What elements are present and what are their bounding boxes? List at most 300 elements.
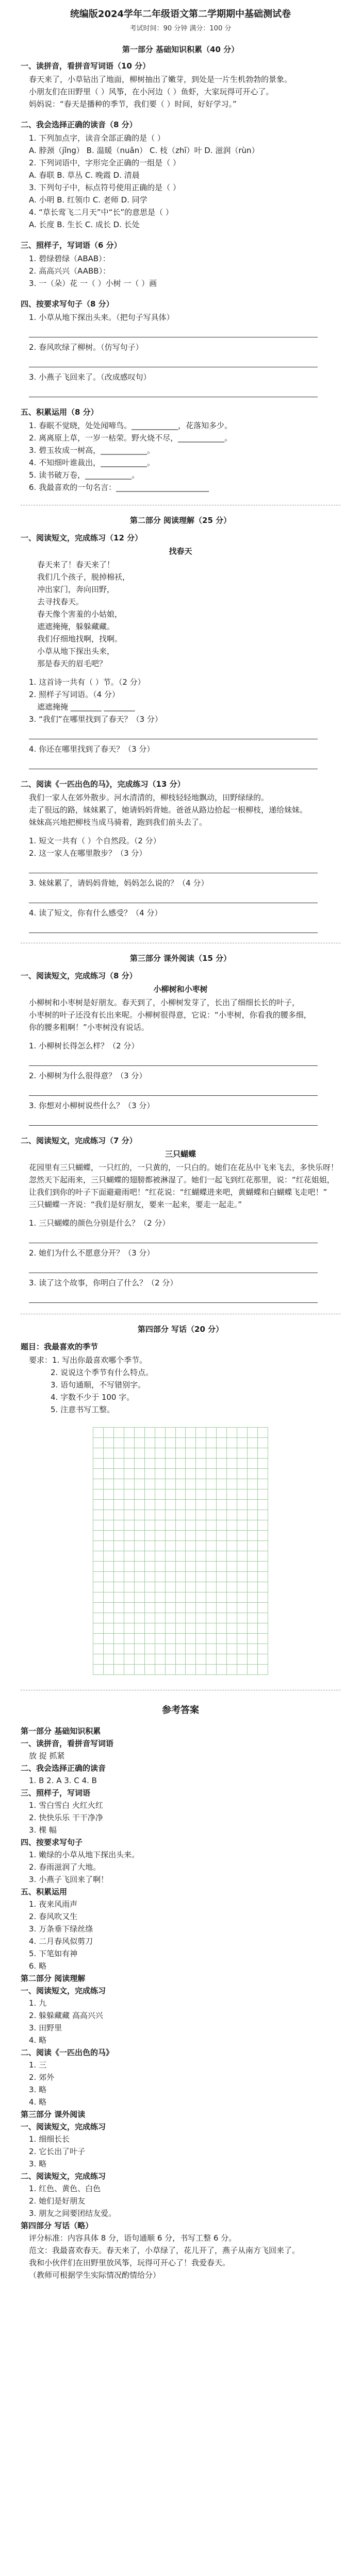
writing-cell[interactable] [217, 1665, 227, 1675]
writing-cell[interactable] [237, 1582, 248, 1592]
writing-cell[interactable] [124, 1428, 134, 1438]
writing-cell[interactable] [227, 1500, 237, 1510]
writing-cell[interactable] [227, 1520, 237, 1531]
writing-cell[interactable] [196, 1500, 206, 1510]
writing-cell[interactable] [237, 1469, 248, 1479]
writing-cell[interactable] [237, 1644, 248, 1654]
writing-cell[interactable] [144, 1500, 155, 1510]
writing-cell[interactable] [155, 1551, 165, 1562]
writing-cell[interactable] [155, 1613, 165, 1623]
writing-cell[interactable] [124, 1500, 134, 1510]
writing-cell[interactable] [237, 1520, 248, 1531]
writing-cell[interactable] [237, 1500, 248, 1510]
writing-cell[interactable] [144, 1603, 155, 1613]
writing-cell[interactable] [175, 1562, 186, 1572]
writing-cell[interactable] [175, 1665, 186, 1675]
writing-cell[interactable] [124, 1613, 134, 1623]
writing-cell[interactable] [258, 1644, 268, 1654]
writing-cell[interactable] [155, 1438, 165, 1448]
writing-cell[interactable] [248, 1665, 258, 1675]
writing-cell[interactable] [155, 1654, 165, 1665]
writing-cell[interactable] [248, 1438, 258, 1448]
writing-cell[interactable] [134, 1613, 144, 1623]
writing-cell[interactable] [93, 1592, 104, 1603]
writing-cell[interactable] [186, 1654, 196, 1665]
writing-cell[interactable] [175, 1592, 186, 1603]
writing-cell[interactable] [206, 1510, 217, 1520]
writing-cell[interactable] [217, 1428, 227, 1438]
writing-cell[interactable] [175, 1541, 186, 1551]
writing-cell[interactable] [258, 1623, 268, 1634]
writing-cell[interactable] [186, 1603, 196, 1613]
writing-cell[interactable] [155, 1592, 165, 1603]
writing-cell[interactable] [113, 1634, 124, 1644]
writing-cell[interactable] [206, 1531, 217, 1541]
writing-cell[interactable] [217, 1479, 227, 1489]
writing-cell[interactable] [165, 1438, 175, 1448]
writing-cell[interactable] [93, 1551, 104, 1562]
writing-cell[interactable] [258, 1562, 268, 1572]
writing-cell[interactable] [175, 1531, 186, 1541]
writing-cell[interactable] [144, 1562, 155, 1572]
writing-cell[interactable] [134, 1551, 144, 1562]
writing-cell[interactable] [196, 1654, 206, 1665]
writing-cell[interactable] [165, 1551, 175, 1562]
writing-cell[interactable] [113, 1510, 124, 1520]
writing-cell[interactable] [144, 1541, 155, 1551]
writing-cell[interactable] [206, 1438, 217, 1448]
writing-cell[interactable] [124, 1479, 134, 1489]
writing-cell[interactable] [227, 1448, 237, 1459]
writing-cell[interactable] [186, 1448, 196, 1459]
writing-cell[interactable] [175, 1510, 186, 1520]
writing-cell[interactable] [134, 1531, 144, 1541]
writing-cell[interactable] [103, 1469, 113, 1479]
writing-cell[interactable] [237, 1572, 248, 1582]
writing-cell[interactable] [186, 1613, 196, 1623]
writing-cell[interactable] [165, 1572, 175, 1582]
writing-cell[interactable] [134, 1582, 144, 1592]
writing-cell[interactable] [258, 1592, 268, 1603]
writing-cell[interactable] [103, 1459, 113, 1469]
writing-cell[interactable] [93, 1541, 104, 1551]
writing-cell[interactable] [144, 1572, 155, 1582]
writing-cell[interactable] [227, 1582, 237, 1592]
writing-cell[interactable] [206, 1448, 217, 1459]
writing-cell[interactable] [165, 1541, 175, 1551]
writing-cell[interactable] [237, 1541, 248, 1551]
writing-cell[interactable] [237, 1654, 248, 1665]
writing-cell[interactable] [134, 1665, 144, 1675]
writing-cell[interactable] [93, 1603, 104, 1613]
writing-cell[interactable] [186, 1500, 196, 1510]
writing-cell[interactable] [196, 1438, 206, 1448]
writing-cell[interactable] [103, 1551, 113, 1562]
writing-cell[interactable] [248, 1582, 258, 1592]
writing-cell[interactable] [113, 1469, 124, 1479]
writing-cell[interactable] [227, 1665, 237, 1675]
writing-cell[interactable] [258, 1520, 268, 1531]
writing-cell[interactable] [175, 1644, 186, 1654]
writing-cell[interactable] [124, 1592, 134, 1603]
writing-cell[interactable] [165, 1510, 175, 1520]
writing-cell[interactable] [124, 1562, 134, 1572]
writing-cell[interactable] [134, 1603, 144, 1613]
writing-cell[interactable] [206, 1665, 217, 1675]
writing-cell[interactable] [103, 1479, 113, 1489]
writing-cell[interactable] [217, 1613, 227, 1623]
writing-cell[interactable] [258, 1551, 268, 1562]
writing-cell[interactable] [155, 1623, 165, 1634]
writing-cell[interactable] [165, 1592, 175, 1603]
writing-cell[interactable] [196, 1592, 206, 1603]
writing-cell[interactable] [227, 1469, 237, 1479]
writing-cell[interactable] [93, 1644, 104, 1654]
writing-cell[interactable] [258, 1510, 268, 1520]
writing-cell[interactable] [103, 1665, 113, 1675]
writing-cell[interactable] [248, 1469, 258, 1479]
writing-cell[interactable] [206, 1541, 217, 1551]
writing-cell[interactable] [186, 1479, 196, 1489]
writing-cell[interactable] [237, 1613, 248, 1623]
writing-cell[interactable] [93, 1520, 104, 1531]
writing-cell[interactable] [217, 1500, 227, 1510]
writing-cell[interactable] [113, 1551, 124, 1562]
writing-cell[interactable] [134, 1623, 144, 1634]
writing-cell[interactable] [196, 1459, 206, 1469]
writing-cell[interactable] [217, 1603, 227, 1613]
writing-cell[interactable] [196, 1582, 206, 1592]
writing-cell[interactable] [113, 1520, 124, 1531]
writing-cell[interactable] [175, 1634, 186, 1644]
writing-cell[interactable] [206, 1479, 217, 1489]
writing-cell[interactable] [93, 1489, 104, 1500]
writing-cell[interactable] [103, 1572, 113, 1582]
writing-cell[interactable] [175, 1428, 186, 1438]
writing-cell[interactable] [248, 1654, 258, 1665]
writing-cell[interactable] [186, 1489, 196, 1500]
writing-cell[interactable] [113, 1428, 124, 1438]
writing-cell[interactable] [124, 1531, 134, 1541]
writing-cell[interactable] [155, 1428, 165, 1438]
writing-cell[interactable] [155, 1562, 165, 1572]
writing-cell[interactable] [186, 1551, 196, 1562]
writing-cell[interactable] [134, 1572, 144, 1582]
writing-cell[interactable] [206, 1562, 217, 1572]
writing-cell[interactable] [196, 1520, 206, 1531]
writing-cell[interactable] [93, 1654, 104, 1665]
writing-cell[interactable] [196, 1613, 206, 1623]
writing-cell[interactable] [217, 1592, 227, 1603]
writing-cell[interactable] [227, 1644, 237, 1654]
writing-cell[interactable] [175, 1613, 186, 1623]
writing-cell[interactable] [186, 1572, 196, 1582]
writing-cell[interactable] [134, 1562, 144, 1572]
writing-cell[interactable] [93, 1531, 104, 1541]
writing-cell[interactable] [227, 1623, 237, 1634]
writing-cell[interactable] [103, 1510, 113, 1520]
writing-cell[interactable] [186, 1428, 196, 1438]
writing-cell[interactable] [217, 1582, 227, 1592]
writing-cell[interactable] [93, 1459, 104, 1469]
writing-cell[interactable] [144, 1634, 155, 1644]
writing-cell[interactable] [165, 1489, 175, 1500]
writing-cell[interactable] [196, 1531, 206, 1541]
writing-cell[interactable] [186, 1459, 196, 1469]
writing-cell[interactable] [227, 1531, 237, 1541]
writing-cell[interactable] [186, 1510, 196, 1520]
writing-cell[interactable] [155, 1448, 165, 1459]
writing-cell[interactable] [124, 1644, 134, 1654]
writing-cell[interactable] [227, 1572, 237, 1582]
writing-cell[interactable] [227, 1510, 237, 1520]
writing-cell[interactable] [93, 1469, 104, 1479]
writing-cell[interactable] [113, 1592, 124, 1603]
writing-cell[interactable] [175, 1572, 186, 1582]
writing-cell[interactable] [165, 1634, 175, 1644]
writing-cell[interactable] [237, 1562, 248, 1572]
writing-cell[interactable] [196, 1572, 206, 1582]
writing-cell[interactable] [113, 1448, 124, 1459]
writing-cell[interactable] [196, 1644, 206, 1654]
writing-cell[interactable] [103, 1541, 113, 1551]
writing-cell[interactable] [124, 1520, 134, 1531]
writing-cell[interactable] [217, 1531, 227, 1541]
writing-cell[interactable] [165, 1562, 175, 1572]
writing-cell[interactable] [134, 1654, 144, 1665]
writing-cell[interactable] [165, 1623, 175, 1634]
writing-cell[interactable] [113, 1479, 124, 1489]
writing-cell[interactable] [175, 1520, 186, 1531]
writing-cell[interactable] [155, 1489, 165, 1500]
writing-cell[interactable] [165, 1654, 175, 1665]
writing-cell[interactable] [175, 1489, 186, 1500]
writing-cell[interactable] [124, 1541, 134, 1551]
writing-cell[interactable] [93, 1510, 104, 1520]
writing-cell[interactable] [144, 1520, 155, 1531]
writing-cell[interactable] [217, 1448, 227, 1459]
writing-cell[interactable] [113, 1582, 124, 1592]
writing-cell[interactable] [196, 1541, 206, 1551]
writing-cell[interactable] [248, 1592, 258, 1603]
writing-cell[interactable] [186, 1562, 196, 1572]
writing-cell[interactable] [155, 1479, 165, 1489]
writing-cell[interactable] [258, 1500, 268, 1510]
writing-cell[interactable] [165, 1665, 175, 1675]
writing-cell[interactable] [206, 1634, 217, 1644]
writing-cell[interactable] [134, 1448, 144, 1459]
writing-cell[interactable] [237, 1665, 248, 1675]
writing-cell[interactable] [93, 1623, 104, 1634]
writing-cell[interactable] [258, 1459, 268, 1469]
writing-cell[interactable] [155, 1582, 165, 1592]
writing-cell[interactable] [196, 1562, 206, 1572]
writing-cell[interactable] [134, 1459, 144, 1469]
writing-cell[interactable] [186, 1520, 196, 1531]
writing-cell[interactable] [217, 1551, 227, 1562]
writing-cell[interactable] [93, 1479, 104, 1489]
writing-cell[interactable] [165, 1479, 175, 1489]
writing-cell[interactable] [144, 1479, 155, 1489]
writing-cell[interactable] [237, 1551, 248, 1562]
writing-cell[interactable] [144, 1613, 155, 1623]
writing-cell[interactable] [165, 1500, 175, 1510]
writing-cell[interactable] [134, 1428, 144, 1438]
writing-cell[interactable] [196, 1479, 206, 1489]
writing-cell[interactable] [258, 1489, 268, 1500]
writing-cell[interactable] [206, 1654, 217, 1665]
writing-cell[interactable] [237, 1489, 248, 1500]
writing-cell[interactable] [113, 1562, 124, 1572]
writing-cell[interactable] [103, 1489, 113, 1500]
writing-cell[interactable] [155, 1644, 165, 1654]
writing-cell[interactable] [196, 1634, 206, 1644]
writing-cell[interactable] [248, 1500, 258, 1510]
writing-cell[interactable] [248, 1459, 258, 1469]
writing-cell[interactable] [134, 1634, 144, 1644]
writing-cell[interactable] [93, 1428, 104, 1438]
writing-cell[interactable] [227, 1428, 237, 1438]
writing-cell[interactable] [258, 1438, 268, 1448]
writing-cell[interactable] [155, 1459, 165, 1469]
writing-cell[interactable] [155, 1531, 165, 1541]
writing-cell[interactable] [103, 1448, 113, 1459]
writing-cell[interactable] [227, 1489, 237, 1500]
writing-cell[interactable] [248, 1562, 258, 1572]
writing-cell[interactable] [113, 1603, 124, 1613]
writing-cell[interactable] [144, 1644, 155, 1654]
writing-cell[interactable] [134, 1479, 144, 1489]
writing-cell[interactable] [93, 1665, 104, 1675]
writing-cell[interactable] [196, 1551, 206, 1562]
writing-cell[interactable] [93, 1582, 104, 1592]
writing-cell[interactable] [103, 1654, 113, 1665]
writing-cell[interactable] [144, 1623, 155, 1634]
writing-cell[interactable] [227, 1562, 237, 1572]
writing-cell[interactable] [103, 1500, 113, 1510]
writing-cell[interactable] [206, 1603, 217, 1613]
writing-cell[interactable] [248, 1603, 258, 1613]
writing-cell[interactable] [103, 1531, 113, 1541]
writing-cell[interactable] [206, 1520, 217, 1531]
writing-cell[interactable] [237, 1438, 248, 1448]
writing-cell[interactable] [165, 1448, 175, 1459]
writing-cell[interactable] [155, 1665, 165, 1675]
writing-cell[interactable] [258, 1531, 268, 1541]
writing-cell[interactable] [217, 1634, 227, 1644]
writing-cell[interactable] [144, 1438, 155, 1448]
writing-cell[interactable] [237, 1634, 248, 1644]
writing-cell[interactable] [258, 1572, 268, 1582]
writing-cell[interactable] [165, 1582, 175, 1592]
writing-cell[interactable] [237, 1479, 248, 1489]
writing-cell[interactable] [258, 1654, 268, 1665]
writing-cell[interactable] [113, 1489, 124, 1500]
writing-cell[interactable] [237, 1531, 248, 1541]
writing-cell[interactable] [206, 1500, 217, 1510]
writing-cell[interactable] [124, 1489, 134, 1500]
writing-cell[interactable] [165, 1428, 175, 1438]
writing-cell[interactable] [155, 1520, 165, 1531]
writing-cell[interactable] [124, 1603, 134, 1613]
writing-cell[interactable] [124, 1469, 134, 1479]
writing-cell[interactable] [134, 1520, 144, 1531]
writing-cell[interactable] [165, 1644, 175, 1654]
writing-cell[interactable] [258, 1479, 268, 1489]
writing-cell[interactable] [175, 1459, 186, 1469]
writing-cell[interactable] [237, 1510, 248, 1520]
writing-cell[interactable] [217, 1459, 227, 1469]
writing-cell[interactable] [206, 1428, 217, 1438]
writing-cell[interactable] [258, 1428, 268, 1438]
writing-cell[interactable] [134, 1438, 144, 1448]
writing-cell[interactable] [248, 1623, 258, 1634]
writing-cell[interactable] [124, 1654, 134, 1665]
writing-cell[interactable] [124, 1665, 134, 1675]
writing-cell[interactable] [237, 1603, 248, 1613]
writing-cell[interactable] [103, 1623, 113, 1634]
writing-cell[interactable] [144, 1592, 155, 1603]
writing-cell[interactable] [258, 1603, 268, 1613]
writing-cell[interactable] [113, 1644, 124, 1654]
writing-cell[interactable] [186, 1438, 196, 1448]
writing-cell[interactable] [93, 1634, 104, 1644]
writing-cell[interactable] [227, 1634, 237, 1644]
writing-cell[interactable] [258, 1613, 268, 1623]
writing-cell[interactable] [175, 1438, 186, 1448]
writing-cell[interactable] [103, 1520, 113, 1531]
writing-cell[interactable] [124, 1634, 134, 1644]
writing-cell[interactable] [248, 1551, 258, 1562]
writing-cell[interactable] [144, 1428, 155, 1438]
writing-cell[interactable] [196, 1623, 206, 1634]
writing-cell[interactable] [258, 1634, 268, 1644]
writing-cell[interactable] [165, 1613, 175, 1623]
writing-cell[interactable] [186, 1582, 196, 1592]
writing-cell[interactable] [134, 1541, 144, 1551]
writing-cell[interactable] [196, 1428, 206, 1438]
writing-cell[interactable] [217, 1644, 227, 1654]
writing-cell[interactable] [186, 1469, 196, 1479]
writing-cell[interactable] [206, 1469, 217, 1479]
writing-cell[interactable] [134, 1510, 144, 1520]
writing-cell[interactable] [175, 1603, 186, 1613]
writing-cell[interactable] [113, 1459, 124, 1469]
writing-cell[interactable] [113, 1665, 124, 1675]
writing-cell[interactable] [113, 1654, 124, 1665]
writing-cell[interactable] [93, 1613, 104, 1623]
writing-cell[interactable] [93, 1500, 104, 1510]
writing-cell[interactable] [196, 1510, 206, 1520]
writing-cell[interactable] [217, 1562, 227, 1572]
writing-cell[interactable] [217, 1469, 227, 1479]
writing-cell[interactable] [248, 1541, 258, 1551]
writing-cell[interactable] [134, 1592, 144, 1603]
writing-cell[interactable] [103, 1613, 113, 1623]
writing-cell[interactable] [124, 1459, 134, 1469]
writing-cell[interactable] [124, 1582, 134, 1592]
writing-cell[interactable] [217, 1572, 227, 1582]
writing-cell[interactable] [155, 1603, 165, 1613]
writing-cell[interactable] [186, 1531, 196, 1541]
writing-cell[interactable] [165, 1520, 175, 1531]
writing-cell[interactable] [155, 1510, 165, 1520]
writing-cell[interactable] [93, 1572, 104, 1582]
writing-cell[interactable] [206, 1582, 217, 1592]
writing-cell[interactable] [124, 1438, 134, 1448]
writing-cell[interactable] [144, 1489, 155, 1500]
writing-cell[interactable] [175, 1654, 186, 1665]
